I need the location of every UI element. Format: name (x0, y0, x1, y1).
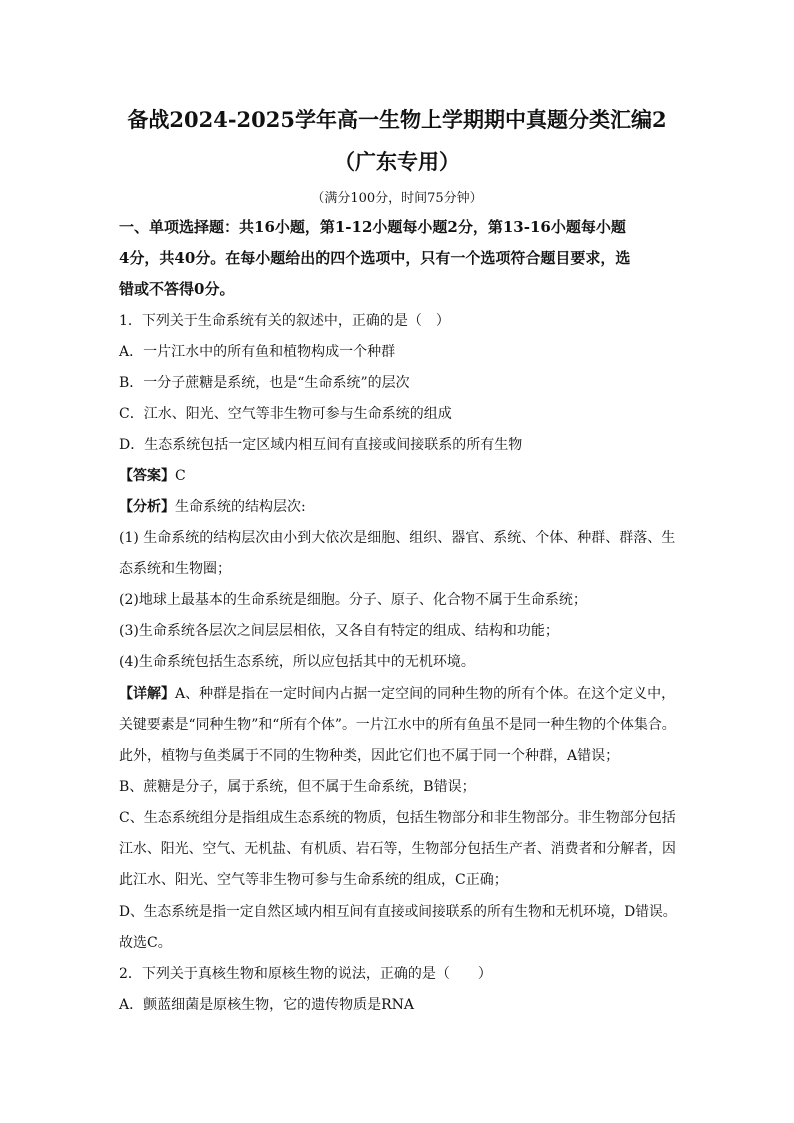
answer-value: C (175, 468, 186, 484)
page-title: 备战2024-2025学年高一生物上学期期中真题分类汇编2 (127, 107, 667, 132)
question-1-option-d: D．生态系统包括一定区域内相互间有直接或间接联系的所有生物 (119, 437, 523, 453)
page-subtitle: （广东专用） (334, 149, 460, 174)
analysis-line-5: (4)生命系统包括生态系统，所以应包括其中的无机环境。 (119, 654, 475, 670)
analysis-head-text: 生命系统的结构层次: (175, 499, 306, 515)
question-1-option-a: A．一片江水中的所有鱼和植物构成一个种群 (119, 344, 396, 360)
detail-first-text: A、种群是指在一定时间内占据一定空间的同种生物的所有个体。在这个定义中， (175, 686, 676, 702)
detail-tag: 【详解】 (119, 686, 175, 702)
detail-line-1: 关键要素是“同种生物”和“所有个体”。一片江水中的所有鱼虽不是同一种生物的个体集合。 (119, 717, 676, 733)
question-2-option-a: A．颤蓝细菌是原核生物，它的遗传物质是RNA (119, 997, 415, 1013)
detail-line-7: D、生态系统是指一定自然区域内相互间有直接或间接联系的所有生物和无机环境，D错误。 (119, 904, 677, 920)
score-time-note: （满分100分，时间75分钟） (311, 191, 483, 206)
detail-line-4: C、生态系统组分是指组成生态系统的物质，包括生物部分和非生物部分。非生物部分包括 (119, 810, 676, 826)
detail-line-2: 此外，植物与鱼类属于不同的生物种类，因此它们也不属于同一个种群，A错误； (119, 748, 620, 764)
section-heading-line-1: 一、单项选择题：共16小题，第1-12小题每小题2分，第13-16小题每小题 (119, 218, 626, 236)
question-1-option-c: C．江水、阳光、空气等非生物可参与生命系统的组成 (119, 406, 452, 422)
detail-line-8: 故选C。 (119, 935, 172, 951)
answer-line (119, 466, 186, 486)
analysis-line-3: (2)地球上最基本的生命系统是细胞。分子、原子、化合物不属于生命系统； (119, 592, 587, 608)
detail-line-5: 江水、阳光、空气、无机盐、有机质、岩石等，生物部分包括生产者、消费者和分解者，因 (119, 841, 676, 857)
analysis-line-1: (1) 生命系统的结构层次由小到大依次是细胞、组织、器官、系统、个体、种群、群落、生 (119, 530, 676, 546)
analysis-line-4: (3)生命系统各层次之间层层相依，又各自有特定的组成、结构和功能； (119, 623, 559, 639)
answer-tag: 【答案】 (119, 468, 175, 484)
section-heading-line-3: 错或不答得0分。 (119, 280, 235, 298)
question-2-stem: 2．下列关于真核生物和原核生物的说法，正确的是（ ） (119, 966, 492, 982)
detail-heading (119, 684, 675, 704)
analysis-heading (119, 497, 306, 517)
question-1-stem: 1．下列关于生命系统有关的叙述中，正确的是（ ） (119, 313, 450, 329)
analysis-line-2: 态系统和生物圈； (119, 561, 231, 577)
detail-line-3: B、蔗糖是分子，属于系统，但不属于生命系统，B错误； (119, 779, 476, 795)
section-heading-line-2: 4分，共40分。在每小题给出的四个选项中，只有一个选项符合题目要求，选 (119, 249, 631, 267)
analysis-tag: 【分析】 (119, 499, 175, 515)
question-1-option-b: B．一分子蔗糖是系统，也是“生命系统”的层次 (119, 375, 410, 391)
detail-line-6: 此江水、阳光、空气等非生物可参与生命系统的组成，C正确； (119, 872, 508, 888)
